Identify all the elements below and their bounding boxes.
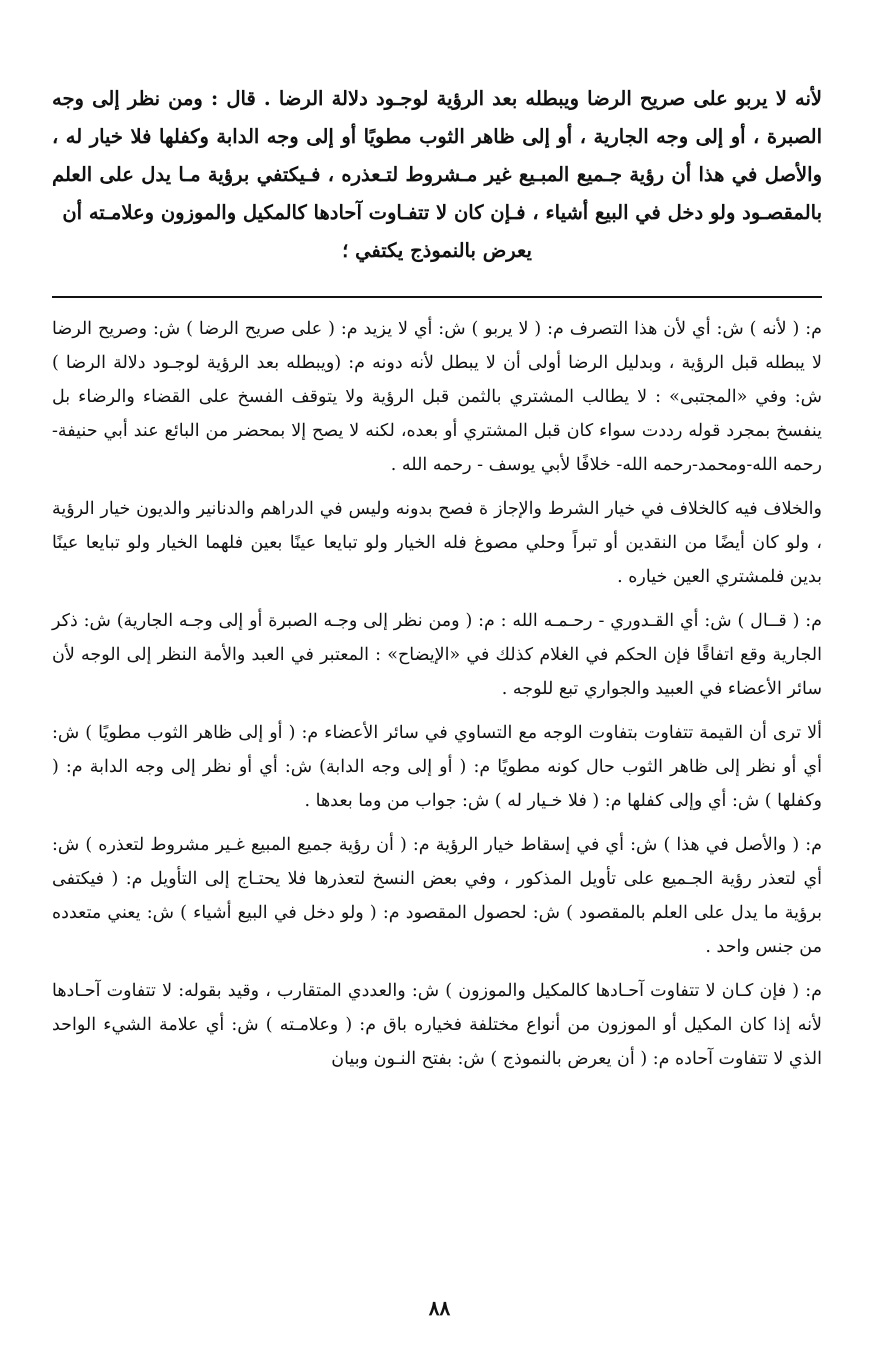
commentary-paragraph-1: م: ( لأنه ) ش: أي لأن هذا التصرف م: ( لا يربو ) ش: أي لا يزيد م: ( على صريح الرضا ) ش: وصريح الرضا لا يبطله قبل الرؤية ، وبدليل الرضا أولى أن لا يبطل لأنه دونه م: (ويبطله بعد الرؤية لوجـود دلالة الرضا ) ش: وفي «المجتبى» : لا يطالب المشتري بالثمن قبل الرؤية ولا يتوقف الفسخ على القضاء والرضاء بل ينفسخ بمجرد قوله رددت سواء كان قبل المشتري أو بعده، لكنه لا يصح إلا بمحضر من البائع عند أبي حنيفة-رحمه الله-ومحمد-رحمه الله- خلافًا لأبي يوسف - رحمه الله . (52, 319, 822, 475)
commentary-paragraph-3: م: ( قــال ) ش: أي القـدوري - رحـمـه الله : م: ( ومن نظر إلى وجـه الصبرة أو إلى وجـه الجارية) ش: ذكر الجارية وقع اتفاقًا فإن الحكم في الغلام كذلك في «الإيضاح» : المعتبر في العبد والأمة النظر إلى الوجه لأن سائر الأعضاء في العبيد والجواري تبع للوجه . (52, 611, 822, 699)
commentary-paragraph-2: والخلاف فيه كالخلاف في خيار الشرط والإجاز ة فصح بدونه وليس في الدراهم والدنانير والديون خيار الرؤية ، ولو كان أيضًا من النقدين أو تبراً وحلي مصوغ فله الخيار ولو تبايعا عينًا بعين فلهما الخيار ولو تبايعا عينًا بدين فلمشتري العين خياره . (52, 499, 822, 587)
main-text-closing-line: يعرض بالنموذج يكتفي ؛ (342, 239, 532, 262)
commentary-paragraph-6: م: ( فإن كـان لا تتفاوت آحـادها كالمكيل والموزون ) ش: والعددي المتقارب ، وقيد بقوله: لا تتفاوت آحـادها لأنه إذا كان المكيل أو الموزون من أنواع مختلفة فخياره باق م: ( وعلامـته ) ش: أي علامة الشيء الواحد الذي لا تتفاوت آحاده م: ( أن يعرض بالنموذج ) ش: بفتح النـون وبيان (52, 981, 822, 1069)
page (52, 80, 822, 1086)
commentary-paragraph-5: م: ( والأصل في هذا ) ش: أي في إسقاط خيار الرؤية م: ( أن رؤية جميع المبيع غـير مشروط لتعذره ) ش: أي لتعذر رؤية الجـميع على تأويل المذكور ، وفي بعض النسخ لتعذرها فلا يحتـاج إلى التأويل م: ( فيكتفى برؤية ما يدل على العلم بالمقصود ) ش: لحصول المقصود م: ( ولو دخل في البيع أشياء ) ش: يعني متعدده من جنس واحد . (52, 835, 822, 957)
commentary-block (52, 312, 822, 1076)
page-number: ٨٨ (428, 1296, 451, 1320)
main-text-paragraph: لأنه لا يربو على صريح الرضا ويبطله بعد الرؤية لوجـود دلالة الرضا . قال : ومن نظر إلى وجه الصبرة ، أو إلى وجه الجارية ، أو إلى ظاهر الثوب مطويًا أو إلى وجه الدابة وكفلها فلا خيار له ، والأصل في هذا أن رؤية جـميع المبـيع غير مـشروط لتـعذره ، فـيكتفي برؤية مـا يدل على العلم بالمقصـود ولو دخل في البيع أشياء ، فـإن كان لا تتفـاوت آحادها كالمكيل والموزون وعلامـته أن (52, 87, 822, 224)
commentary-paragraph-4: ألا ترى أن القيمة تتفاوت بتفاوت الوجه مع التساوي في سائر الأعضاء م: ( أو إلى ظاهر الثوب مطويًا ) ش: أي أو نظر إلى ظاهر الثوب حال كونه مطويًا م: ( أو إلى وجه الدابة) ش: أي أو نظر إلى وجه الدابة م: ( وكفلها ) ش: أي وإلى كفلها م: ( فلا خـيار له ) ش: جواب من وما بعدها . (52, 723, 822, 811)
section-divider (52, 296, 822, 298)
main-text-block (52, 80, 822, 270)
